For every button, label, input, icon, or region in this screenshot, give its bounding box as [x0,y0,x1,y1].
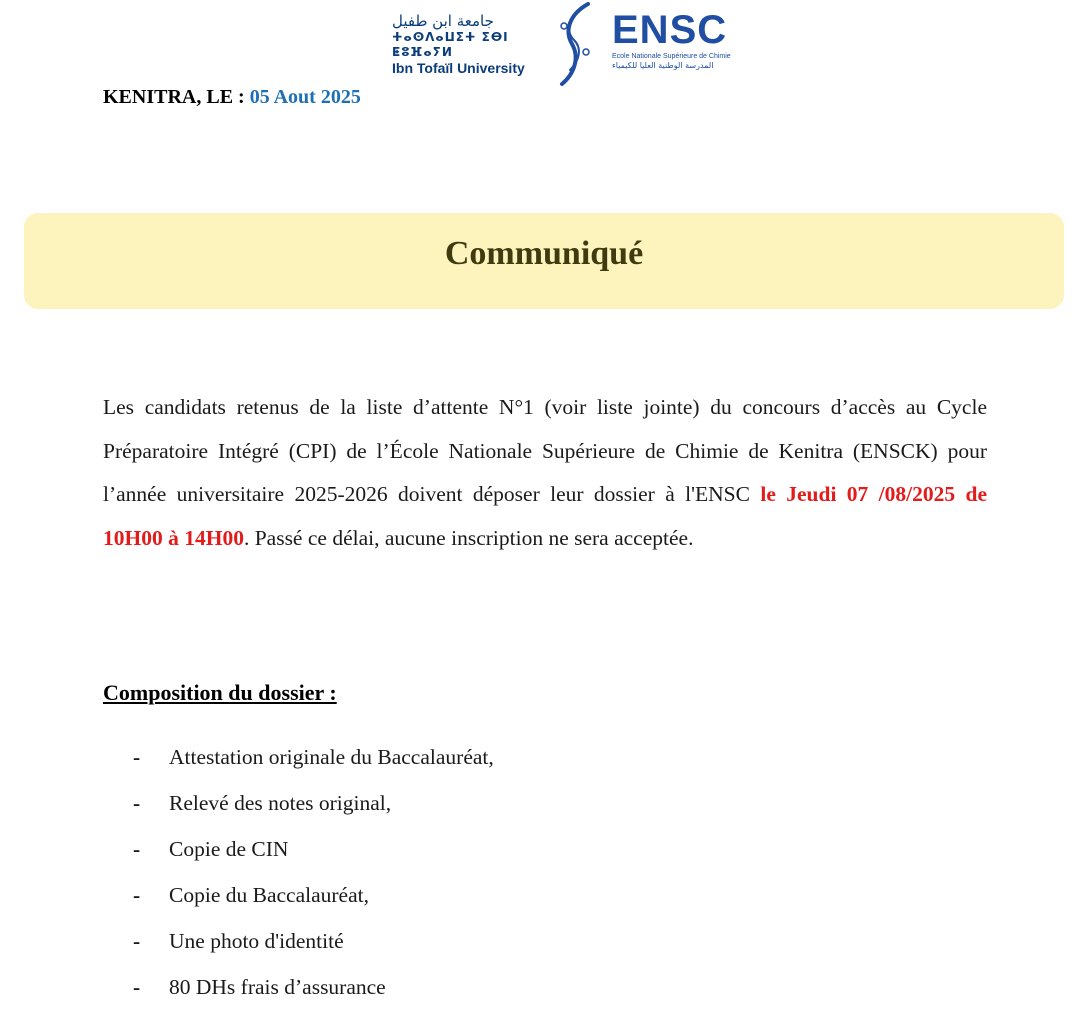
deadline-highlight: le Jeudi 07 /08/2025 de 10H00 à 14H00 [103,482,988,550]
page-title: Communiqué [444,235,644,272]
university-logo [392,12,552,77]
ensc-logo-subtitle: Ecole Nationale Supérieure de Chimie [612,53,731,60]
bullet-dash: - [133,929,141,953]
bullet-dash: - [133,745,141,769]
date-value: 05 Aout 2025 [249,86,361,108]
list-item [133,872,494,918]
ensc-emblem-icon [550,0,600,88]
paragraph-text-before: Les candidats retenus de la liste d’attente N°1 (voir liste jointe) du concours d’accès au Cycle Préparatoire Intégré (CPI) de l’École Nationale Supérieure de Chimie de Kenitra (ENSCK) pour l’année universitaire 2025-2026 doivent déposer leur dossier à l'ENSC [103,395,987,506]
date-line [103,86,361,109]
bullet-dash: - [133,883,141,907]
dossier-list [133,734,494,1010]
list-item [133,734,494,780]
list-item-text: Copie du Baccalauréat, [169,883,369,907]
list-item-text: 80 DHs frais d’assurance [169,975,386,999]
ensc-logo-subtitle-arabic: المدرسة الوطنية العليا للكيمياء [612,61,714,70]
announcement-paragraph [103,386,987,560]
dossier-section-title: Composition du dossier : [103,680,337,705]
letterhead [380,0,770,90]
list-item [133,826,494,872]
paragraph-text-after: . Passé ce délai, aucune inscription ne sera acceptée. [243,525,694,550]
university-name-english: Ibn Tofaïl University [392,60,525,76]
university-name-tifinagh: ⵜⴰⵙⴷⴰⵡⵉⵜ ⵉⴱⵏ ⵟⵓⴼⴰⵢⵍ [392,30,509,59]
list-item-text: Attestation originale du Baccalauréat, [169,745,494,769]
university-name-arabic: جامعة ابن طفيل [392,12,494,30]
list-item-text: Une photo d'identité [169,929,344,953]
list-item-text: Copie de CIN [169,837,289,861]
list-item-text: Relevé des notes original, [169,791,392,815]
date-prefix: KENITRA, LE : [103,86,245,108]
title-banner [24,213,1064,309]
ensc-logo-text: ENSC [612,8,728,52]
ensc-logo [612,10,772,71]
bullet-dash: - [133,791,141,815]
bullet-dash: - [133,837,141,861]
list-item [133,964,494,1010]
list-item [133,780,494,826]
bullet-dash: - [133,975,141,999]
list-item [133,918,494,964]
